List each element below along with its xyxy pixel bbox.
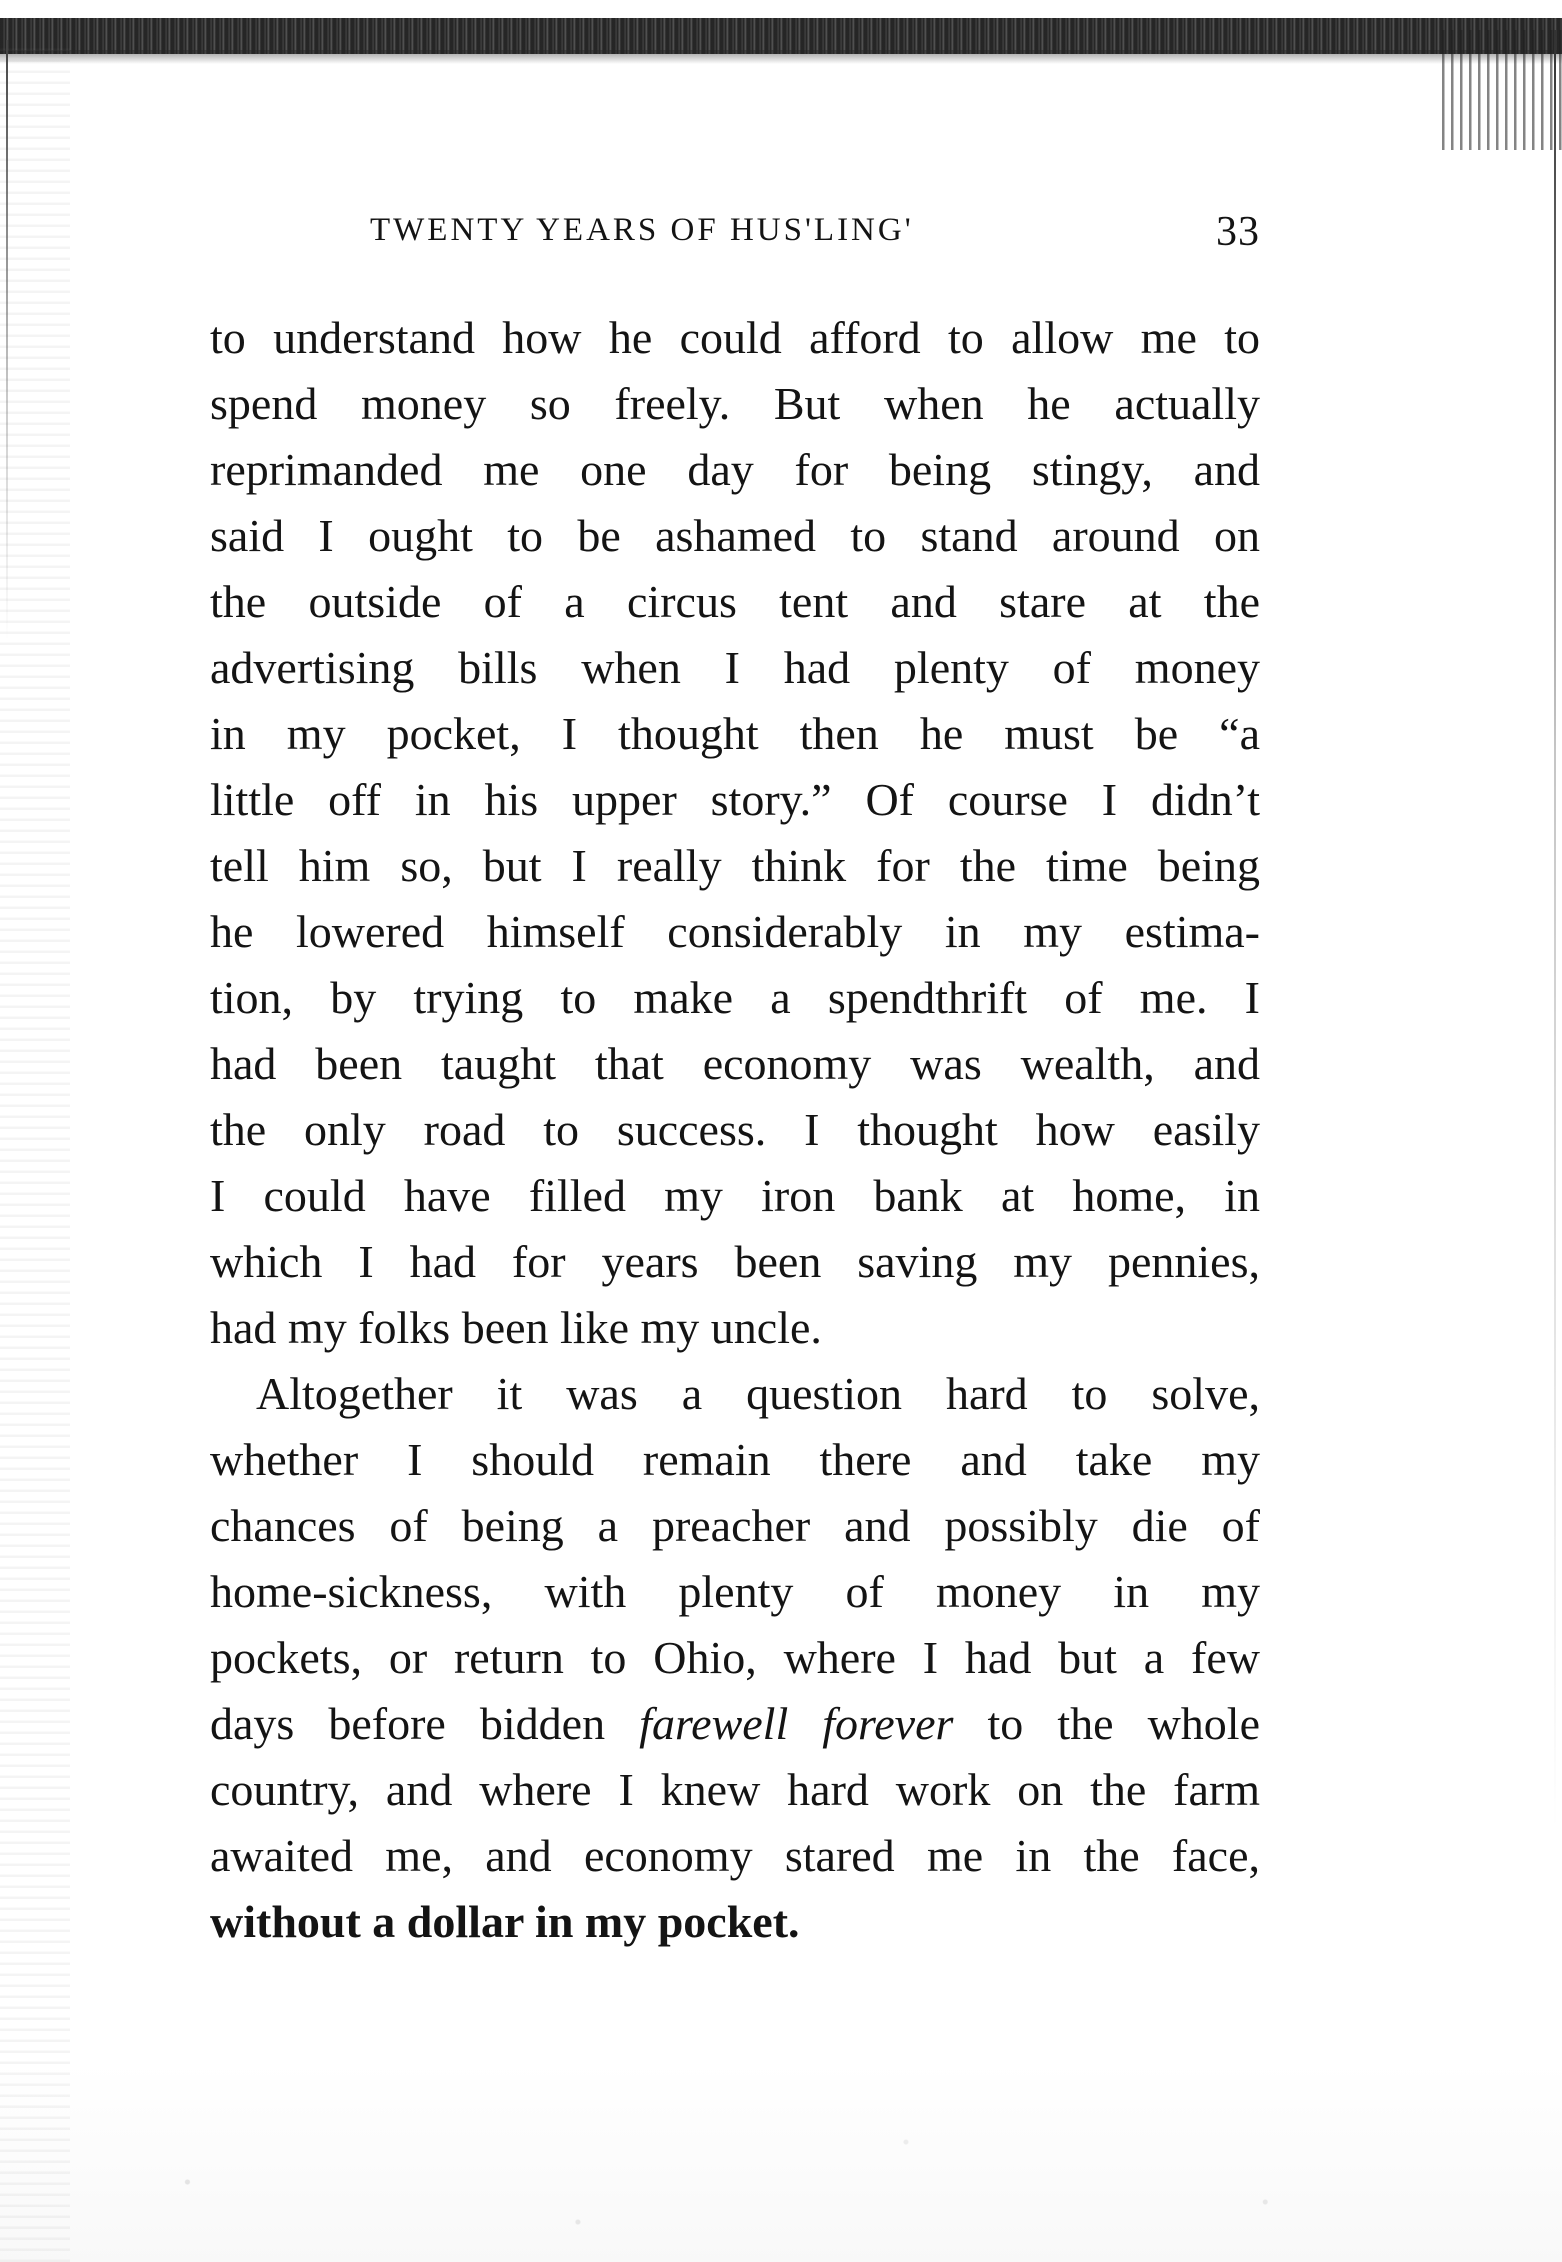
text-line: had been taught that economy was wealth, and <box>210 1038 1260 1089</box>
text-line: he lowered himself considerably in my estima- <box>210 906 1260 957</box>
scan-right-edge <box>1554 30 1556 1830</box>
scan-right-corner-noise <box>1442 30 1562 150</box>
scan-bottom-speckle <box>0 2062 1562 2262</box>
scan-left-margin-noise <box>0 40 70 2262</box>
text-line: to understand how he could afford to allow me to <box>210 312 1260 363</box>
text-line: chances of being a preacher and possibly die of <box>210 1500 1260 1551</box>
text-line: whether I should remain there and take my <box>210 1434 1260 1485</box>
text-line: spend money so freely. But when he actually <box>210 378 1260 429</box>
text-line: without a dollar in my pocket. <box>210 1896 800 1947</box>
text-run: to the whole <box>953 1698 1260 1749</box>
text-line: country, and where I knew hard work on the farm <box>210 1764 1260 1815</box>
page-number: 33 <box>1216 209 1260 255</box>
running-title: TWENTY YEARS OF HUS'LING' <box>370 212 914 248</box>
page-text <box>210 305 1260 1955</box>
text-line: awaited me, and economy stared me in the face, <box>210 1830 1260 1881</box>
paragraph-1 <box>210 305 1260 1361</box>
scan-top-shadow <box>0 50 1562 64</box>
scan-top-border <box>0 18 1562 54</box>
text-line: advertising bills when I had plenty of money <box>210 642 1260 693</box>
text-line: pockets, or return to Ohio, where I had but a few <box>210 1632 1260 1683</box>
text-line: tell him so, but I really think for the time being <box>210 840 1260 891</box>
text-line: in my pocket, I thought then he must be “a <box>210 708 1260 759</box>
paragraph-2 <box>210 1361 1260 1955</box>
text-line: the only road to success. I thought how easily <box>210 1104 1260 1155</box>
text-line: tion, by trying to make a spendthrift of me. I <box>210 972 1260 1023</box>
text-line: the outside of a circus tent and stare at the <box>210 576 1260 627</box>
text-line: home-sickness, with plenty of money in my <box>210 1566 1260 1617</box>
text-line: which I had for years been saving my pennies, <box>210 1236 1260 1287</box>
emphasis-text: farewell forever <box>639 1698 954 1749</box>
text-line: said I ought to be ashamed to stand around on <box>210 510 1260 561</box>
text-run: days before bidden <box>210 1698 640 1749</box>
text-line: had my folks been like my uncle. <box>210 1302 822 1353</box>
text-line: I could have filled my iron bank at home, in <box>210 1170 1260 1221</box>
text-line: little off in his upper story.” Of course I didn’t <box>210 774 1260 825</box>
text-line: Altogether it was a question hard to solve, <box>256 1368 1260 1419</box>
text-line-with-emphasis <box>210 1691 1260 1757</box>
text-line: reprimanded me one day for being stingy, and <box>210 444 1260 495</box>
running-head <box>210 208 1260 268</box>
scan-left-edge <box>6 40 8 640</box>
